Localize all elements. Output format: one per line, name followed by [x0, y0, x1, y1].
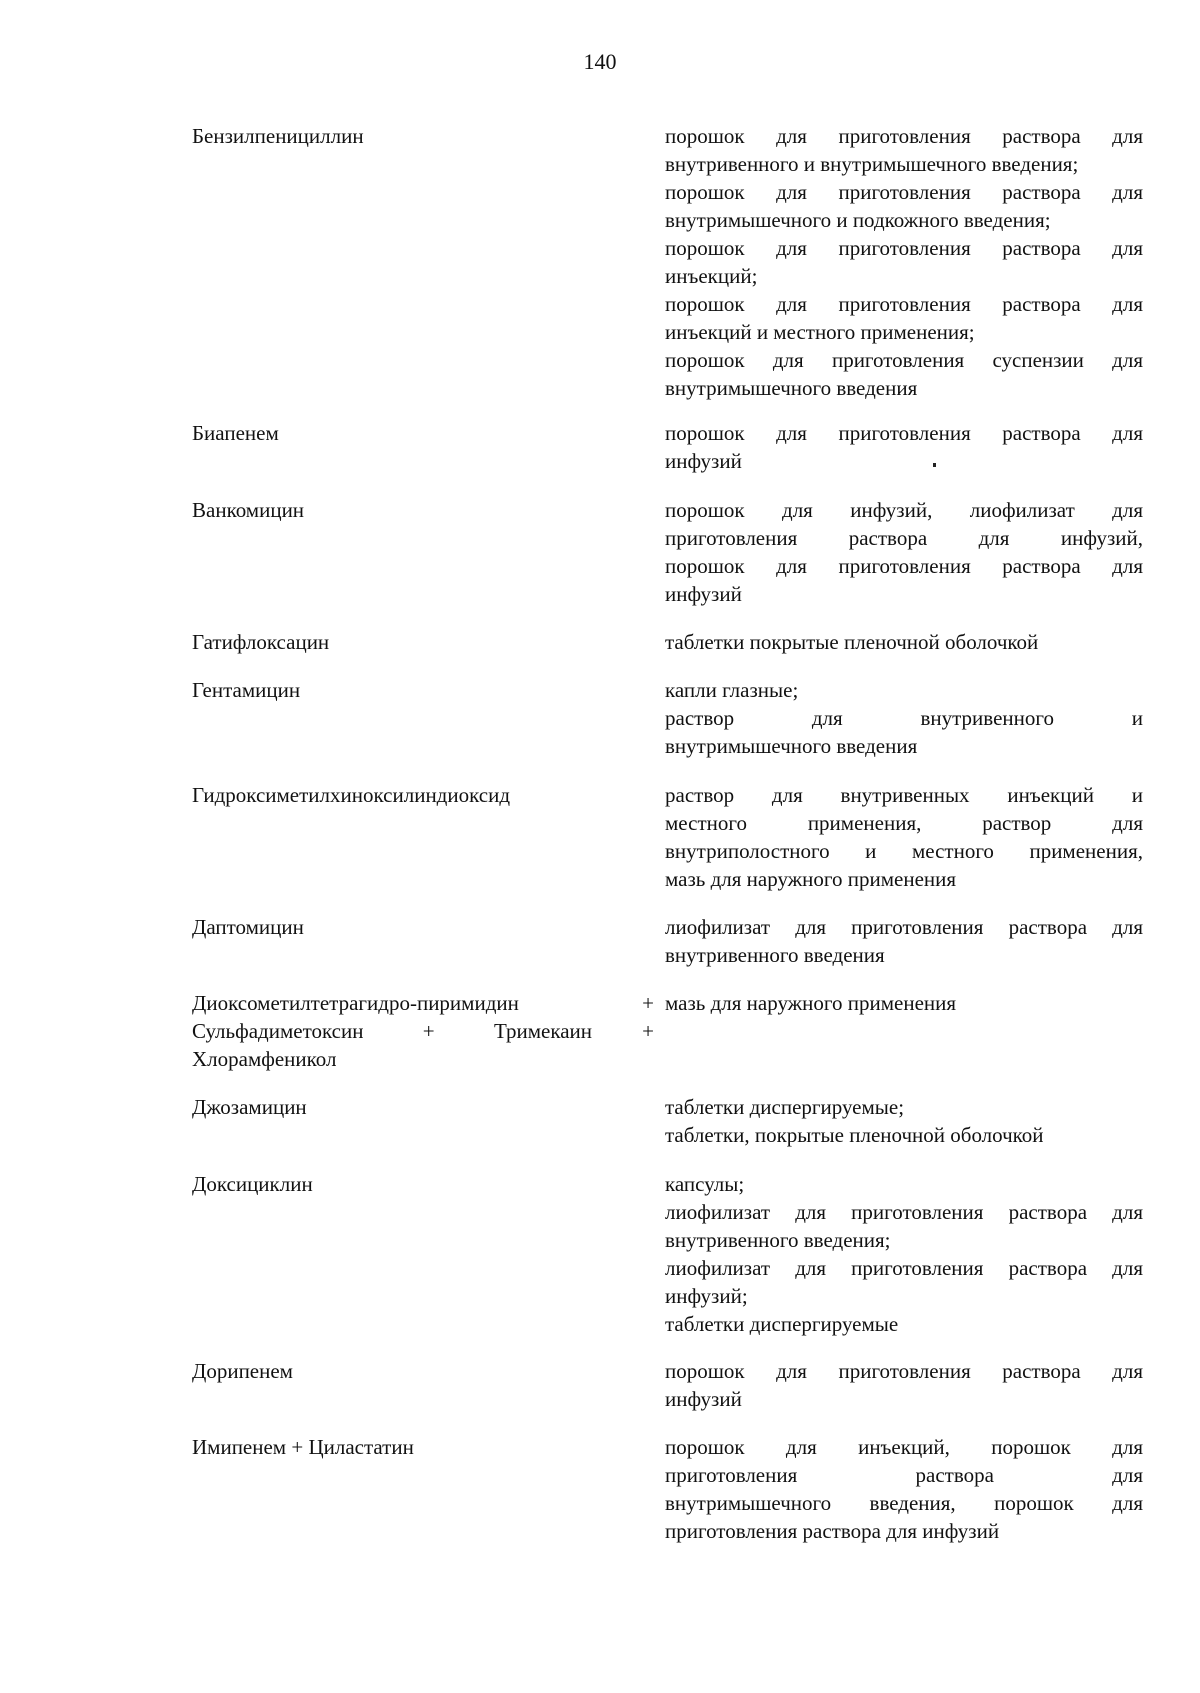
- drug-name-line: Сульфадиметоксин + Тримекаин: [192, 1019, 592, 1043]
- form-line: инъекций;: [665, 264, 758, 288]
- drug-name: Даптомицин: [192, 915, 304, 939]
- form-line: порошок для приготовления раствора для: [665, 554, 1143, 578]
- drug-name: Ванкомицин: [192, 498, 305, 522]
- plus-mark: +: [642, 991, 654, 1015]
- form-line: порошок для приготовления раствора для: [665, 292, 1143, 316]
- drug-name: Доксициклин: [192, 1172, 313, 1196]
- form-line: порошок для приготовления раствора для: [665, 1359, 1143, 1383]
- dosage-forms: [665, 1357, 1143, 1413]
- dosage-forms: [665, 1093, 1143, 1149]
- form-line: мазь для наружного применения: [665, 991, 957, 1015]
- dosage-forms: [665, 122, 1143, 402]
- drug-name-line: Диоксометилтетрагидро-пиримидин: [192, 991, 519, 1015]
- dosage-forms: [665, 419, 1143, 475]
- form-line: инфузий;: [665, 1284, 748, 1308]
- form-line: внутривенного введения;: [665, 1228, 891, 1252]
- form-line: приготовления раствора для: [665, 1463, 1143, 1487]
- form-line: местного применения, раствор для: [665, 811, 1143, 835]
- drug-name: Бензилпенициллин: [192, 124, 364, 148]
- form-line: порошок для инфузий, лиофилизат для: [665, 498, 1143, 522]
- form-line: внутривенного и внутримышечного введения;: [665, 152, 1079, 176]
- form-line: внутриполостного и местного применения,: [665, 839, 1143, 863]
- form-line: порошок для инъекций, порошок для: [665, 1435, 1143, 1459]
- dosage-forms: [665, 496, 1143, 608]
- dosage-forms: [665, 676, 1143, 760]
- dosage-forms: [665, 989, 1143, 1017]
- dosage-forms: [665, 628, 1143, 656]
- drug-name: [192, 989, 612, 1073]
- dosage-forms: [665, 1170, 1143, 1338]
- dosage-forms: [665, 781, 1143, 893]
- form-line: таблетки диспергируемые;: [665, 1095, 905, 1119]
- form-line: инфузий: [665, 1387, 742, 1411]
- form-line: внутримышечного введения, порошок для: [665, 1491, 1143, 1515]
- form-line: приготовления раствора для инфузий: [665, 1519, 1000, 1543]
- dosage-forms: [665, 1433, 1143, 1545]
- form-line: раствор для внутривенного и: [665, 706, 1143, 730]
- drug-name: Гатифлоксацин: [192, 630, 330, 654]
- form-line: порошок для приготовления суспензии для: [665, 348, 1143, 372]
- form-line: таблетки покрытые пленочной оболочкой: [665, 630, 1039, 654]
- form-line: лиофилизат для приготовления раствора для: [665, 1256, 1143, 1280]
- form-line: внутримышечного и подкожного введения;: [665, 208, 1051, 232]
- page-number: 140: [583, 49, 617, 74]
- form-line: таблетки, покрытые пленочной оболочкой: [665, 1123, 1044, 1147]
- drug-name-line: Хлорамфеникол: [192, 1047, 337, 1071]
- drug-name: Биапенем: [192, 421, 279, 445]
- stray-mark: [933, 463, 936, 467]
- form-line: капсулы;: [665, 1172, 745, 1196]
- drug-name: Имипенем + Циластатин: [192, 1435, 414, 1459]
- form-line: раствор для внутривенных инъекций и: [665, 783, 1143, 807]
- drug-name: Гентамицин: [192, 678, 301, 702]
- form-line: приготовления раствора для инфузий,: [665, 526, 1143, 550]
- form-line: порошок для приготовления раствора для: [665, 124, 1143, 148]
- form-line: внутримышечного введения: [665, 376, 918, 400]
- form-line: порошок для приготовления раствора для: [665, 236, 1143, 260]
- form-line: порошок для приготовления раствора для: [665, 421, 1143, 445]
- form-line: капли глазные;: [665, 678, 799, 702]
- form-line: инфузий: [665, 582, 742, 606]
- form-line: таблетки диспергируемые: [665, 1312, 899, 1336]
- form-line: инфузий: [665, 449, 742, 473]
- plus-mark: +: [642, 1019, 654, 1043]
- dosage-forms: [665, 913, 1143, 969]
- drug-name: Гидроксиметилхиноксилиндиоксид: [192, 783, 511, 807]
- form-line: лиофилизат для приготовления раствора для: [665, 915, 1143, 939]
- form-line: инъекций и местного применения;: [665, 320, 975, 344]
- form-line: порошок для приготовления раствора для: [665, 180, 1143, 204]
- form-line: лиофилизат для приготовления раствора для: [665, 1200, 1143, 1224]
- drug-name: Джозамицин: [192, 1095, 307, 1119]
- plus-marks: [638, 989, 658, 1045]
- form-line: мазь для наружного применения: [665, 867, 957, 891]
- form-line: внутримышечного введения: [665, 734, 918, 758]
- drug-name: Дорипенем: [192, 1359, 293, 1383]
- form-line: внутривенного введения: [665, 943, 885, 967]
